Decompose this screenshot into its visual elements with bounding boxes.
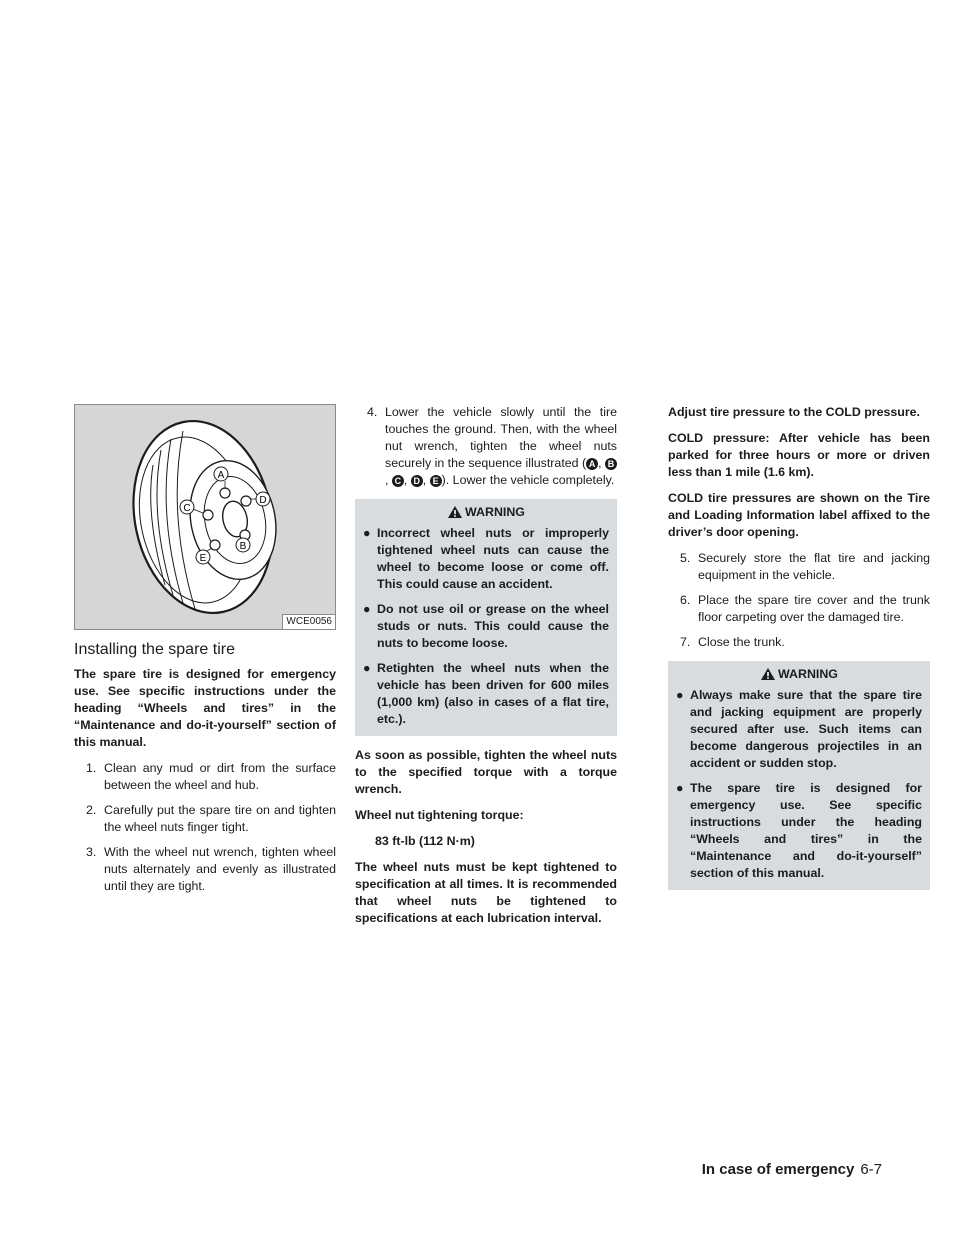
list-item — [363, 601, 609, 652]
asap-paragraph: As soon as possible, tighten the wheel nuts to the specified torque with a torque wrench. — [355, 748, 617, 796]
step-number: 2. — [86, 803, 97, 817]
figure-code: WCE0056 — [282, 614, 335, 629]
list-item — [676, 687, 922, 772]
adjust-paragraph: Adjust tire pressure to the COLD pressure. — [668, 405, 920, 419]
step-text: Carefully put the spare tire on and tighten the wheel nuts finger tight. — [104, 803, 336, 834]
step-number: 3. — [86, 845, 97, 859]
svg-text:A: A — [217, 470, 225, 481]
steps-list-1 — [74, 760, 336, 895]
cold-label-paragraph: COLD tire pressures are shown on the Tire and Loading Information label affixed to the driver’s door opening. — [668, 491, 930, 539]
warning-label: WARNING — [465, 505, 525, 519]
step-text: Clean any mud or dirt from the surface between the wheel and hub. — [104, 761, 336, 792]
step-text: Securely store the flat tire and jacking equipment in the vehicle. — [698, 551, 930, 582]
svg-text:E: E — [199, 553, 207, 564]
bullet-icon: ● — [363, 602, 371, 616]
list-item — [668, 550, 930, 584]
warning-text: Always make sure that the spare tire and jacking equipment are properly secured after use. Such items can become dangerous projectiles in an accident or sudden stop. — [690, 688, 922, 770]
bullet-icon: ● — [363, 526, 371, 540]
sequence-a: A — [586, 458, 598, 470]
warning-text: Incorrect wheel nuts or improperly tightened wheel nuts can cause the wheel to become loose or come off. This could cause an accident. — [377, 526, 609, 591]
step-number: 1. — [86, 761, 97, 775]
list-item — [668, 592, 930, 626]
list-item — [74, 802, 336, 836]
page-footer — [702, 1160, 882, 1180]
column-left — [74, 404, 336, 904]
list-item — [363, 660, 609, 728]
sequence-d: D — [411, 475, 423, 487]
steps-list-2 — [668, 550, 930, 651]
figure-label-c — [180, 500, 194, 514]
sequence-c: C — [392, 475, 404, 487]
svg-text:B: B — [239, 541, 247, 552]
step-number: 6. — [680, 593, 691, 607]
list-item — [74, 844, 336, 895]
step-text-after: ). Lower the vehicle completely. — [441, 473, 615, 487]
figure-label-b — [236, 538, 250, 552]
bullet-icon: ● — [676, 688, 684, 702]
list-item — [676, 780, 922, 882]
warning-icon — [760, 667, 776, 681]
step-text-before: Lower the vehicle slowly until the tire touches the ground. Then, with the wheel nut wrench, tighten the wheel nuts securely in the sequence illustrated ( — [385, 405, 617, 470]
svg-text:C: C — [183, 503, 191, 514]
step-number: 4. — [367, 405, 378, 419]
step-text: Close the trunk. — [698, 635, 785, 649]
list-item — [363, 525, 609, 593]
list-item: 4. Lower the vehicle slowly until the tire touches the ground. Then, with the wheel nut wrench, tighten the wheel nuts securely in the sequence illustrated ( A , B, C , D , E ). Lower the vehicle completely. — [367, 405, 617, 487]
sequence-e: E — [430, 475, 442, 487]
wheel-illustration — [74, 404, 336, 630]
bullet-icon: ● — [363, 661, 371, 675]
torque-label: Wheel nut tightening torque: — [355, 808, 524, 822]
step-text: With the wheel nut wrench, tighten wheel nuts alternately and evenly as illustrated until they are tight. — [104, 845, 336, 893]
cold-definition: COLD pressure: After vehicle has been parked for three hours or more or driven less than 1 mile (1.6 km). — [668, 431, 930, 479]
warning-text: Retighten the wheel nuts when the vehicle has been driven for 600 miles (1,000 km) (also in cases of a flat tire, etc.). — [377, 661, 609, 726]
list-item — [668, 634, 930, 651]
warning-label: WARNING — [778, 667, 838, 681]
warning-text: Do not use oil or grease on the wheel studs or nuts. This could cause the nuts to become loose. — [377, 602, 609, 650]
step-text: Place the spare tire cover and the trunk floor carpeting over the damaged tire. — [698, 593, 930, 624]
warning-icon — [447, 505, 463, 519]
column-middle — [355, 404, 617, 936]
footer-section: In case of emergency — [701, 1161, 855, 1178]
tire-drawing — [75, 405, 337, 631]
figure-label-e — [196, 550, 210, 564]
step-number: 5. — [680, 551, 691, 565]
warning-title — [363, 503, 609, 521]
bullet-icon: ● — [676, 781, 684, 795]
figure-label-a — [214, 467, 228, 481]
figure-label-d — [256, 492, 270, 506]
section-title: Installing the spare tire — [74, 641, 235, 658]
keep-tight-paragraph: The wheel nuts must be kept tightened to specification at all times. It is recommended that wheel nuts be tightened to specifications at each lubrication interval. — [355, 860, 617, 925]
svg-text:D: D — [259, 495, 267, 506]
list-item — [74, 760, 336, 794]
sequence-b: B — [605, 458, 617, 470]
warning-box-1 — [355, 499, 617, 736]
intro-paragraph: The spare tire is designed for emergency use. See specific instructions under the heading “Wheels and tires” in the “Maintenance and do-it-yourself” section of this manual. — [74, 667, 336, 749]
warning-text: The spare tire is designed for emergency use. See specific instructions under the heading “Wheels and tires” in the “Maintenance and do-it-yourself” section of this manual. — [690, 781, 922, 880]
column-right — [668, 404, 930, 901]
torque-value: 83 ft-lb (112 N·m) — [375, 834, 475, 848]
warning-box-2 — [668, 661, 930, 890]
warning-title — [676, 665, 922, 683]
step-number: 7. — [680, 635, 691, 649]
page-number: 6-7 — [860, 1161, 882, 1178]
